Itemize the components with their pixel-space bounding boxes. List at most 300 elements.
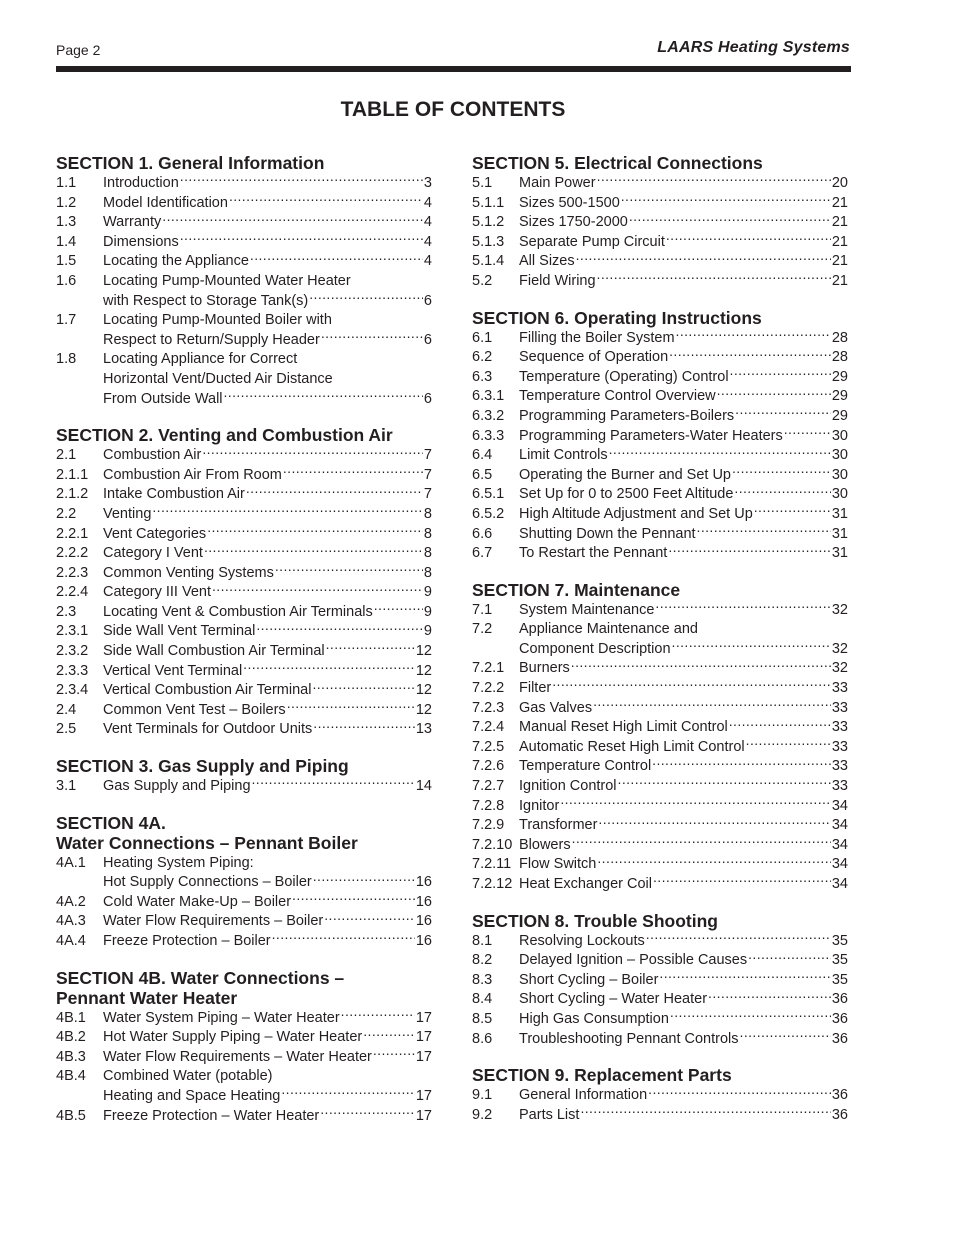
entry-title-line — [519, 757, 848, 777]
dot-leader — [256, 623, 423, 635]
entry-title: Separate Pump Circuit — [519, 233, 665, 250]
entry-body — [519, 466, 848, 486]
toc-entry[interactable] — [472, 659, 848, 679]
toc-entry[interactable] — [472, 174, 848, 194]
dot-leader — [734, 486, 830, 498]
entry-body — [103, 525, 432, 545]
entry-number: 5.1.2 — [472, 214, 505, 231]
toc-entry[interactable] — [472, 738, 848, 758]
entry-title-line — [519, 932, 848, 952]
toc-entry[interactable] — [56, 1028, 432, 1048]
entry-title: Temperature Control — [519, 758, 652, 775]
entry-title: Sequence of Operation — [519, 349, 669, 366]
toc-entry[interactable] — [472, 544, 848, 564]
entry-page-number: 33 — [831, 738, 848, 755]
dot-leader — [243, 663, 415, 675]
entry-number: 2.2 — [56, 505, 77, 522]
toc-entry[interactable] — [56, 505, 432, 525]
entry-title: Locating Vent & Combustion Air Terminals — [103, 603, 373, 620]
entry-title-line — [519, 348, 848, 368]
dot-leader — [609, 447, 831, 459]
entry-number: 6.1 — [472, 329, 493, 346]
entry-page-number: 17 — [415, 1107, 432, 1124]
entry-number: 4B.1 — [56, 1009, 86, 1026]
toc-entry[interactable] — [56, 642, 432, 662]
entry-title-line — [519, 505, 848, 525]
dot-leader — [593, 700, 831, 712]
entry-number: 8.1 — [472, 932, 493, 949]
toc-section — [472, 910, 848, 1050]
toc-entry[interactable] — [56, 213, 432, 233]
toc-entry[interactable] — [472, 990, 848, 1010]
entry-title: Gas Valves — [519, 699, 593, 716]
dot-leader — [324, 913, 415, 925]
entry-number: 1.4 — [56, 233, 77, 250]
entry-title: Heat Exchanger Coil — [519, 876, 652, 892]
entry-title: Sizes 500-1500 — [519, 194, 620, 211]
entry-page-number: 34 — [831, 797, 848, 814]
dot-leader — [272, 933, 415, 945]
dot-leader — [708, 991, 831, 1003]
toc-entry[interactable] — [472, 329, 848, 349]
entry-title-line — [103, 252, 432, 272]
dot-leader — [580, 1107, 830, 1119]
entry-body — [519, 777, 848, 797]
toc-entry[interactable] — [56, 1009, 432, 1029]
toc-entry[interactable] — [56, 1107, 432, 1127]
toc-entry[interactable] — [472, 777, 848, 797]
entry-body — [519, 194, 848, 214]
entry-body — [103, 446, 432, 466]
entry-page-number: 35 — [831, 971, 848, 988]
toc-entry[interactable] — [472, 525, 848, 545]
entry-body — [519, 446, 848, 466]
entry-title-line — [519, 368, 848, 388]
entry-page-number: 6 — [423, 390, 432, 407]
entry-body — [519, 875, 848, 895]
toc-entry[interactable] — [56, 603, 432, 623]
entry-body — [519, 1010, 848, 1030]
entry-page-number: 16 — [415, 913, 432, 930]
entry-body — [103, 194, 432, 214]
entry-number: 1.2 — [56, 194, 77, 211]
entry-page-number: 7 — [423, 466, 432, 483]
entry-page-number: 32 — [831, 640, 848, 657]
entry-number: 7.2.8 — [472, 797, 505, 814]
entry-page-number: 21 — [831, 253, 848, 270]
entry-title-line — [103, 912, 432, 932]
entry-page-number: 36 — [831, 991, 848, 1008]
entry-page-number: 31 — [831, 545, 848, 562]
entry-number: 4A.3 — [56, 913, 86, 930]
entry-title-line — [519, 1106, 848, 1126]
entry-title: Category I Vent — [103, 545, 203, 562]
section-heading-line: Pennant Water Heater — [56, 987, 238, 1008]
entry-title-line — [103, 681, 432, 701]
toc-entry[interactable] — [472, 699, 848, 719]
entry-body — [103, 1048, 432, 1068]
entry-body — [103, 1067, 432, 1106]
toc-entry[interactable] — [56, 932, 432, 952]
toc-entry[interactable] — [472, 427, 848, 447]
entry-title-line — [519, 951, 848, 971]
entry-title-line — [519, 427, 848, 447]
entry-body — [103, 932, 432, 952]
entry-page-number: 21 — [831, 272, 848, 289]
toc-entry[interactable] — [472, 1106, 848, 1126]
toc-entry[interactable] — [472, 233, 848, 253]
dot-leader — [321, 332, 423, 344]
entry-title: Venting — [103, 505, 152, 522]
entry-title: Transformer — [519, 817, 598, 834]
entry-body — [103, 272, 432, 311]
entry-body — [103, 233, 432, 253]
toc-entry[interactable] — [472, 213, 848, 233]
entry-page-number: 12 — [415, 701, 432, 718]
dot-leader — [697, 526, 831, 538]
entry-body — [519, 272, 848, 292]
toc-entry[interactable] — [56, 446, 432, 466]
toc-entry[interactable] — [472, 971, 848, 991]
page-title: TABLE OF CONTENTS — [340, 98, 566, 121]
entry-body — [103, 583, 432, 603]
entry-number: 7.2.11 — [472, 856, 512, 873]
entry-title: Resolving Lockouts — [519, 932, 645, 949]
toc-entry[interactable] — [56, 893, 432, 913]
entry-title: Set Up for 0 to 2500 Feet Altitude — [519, 486, 734, 503]
entry-body — [103, 505, 432, 525]
entry-body — [519, 252, 848, 272]
toc-entry[interactable] — [472, 816, 848, 836]
toc-entry[interactable] — [472, 1086, 848, 1106]
entry-body — [519, 718, 848, 738]
toc-entry[interactable] — [472, 252, 848, 272]
entry-title-line — [103, 1048, 432, 1068]
toc-entry[interactable] — [56, 194, 432, 214]
entry-title: Locating the Appliance — [103, 253, 249, 270]
entry-title: Introduction — [103, 175, 179, 191]
entry-title-line — [519, 525, 848, 545]
entry-number: 2.2.1 — [56, 525, 89, 542]
toc-entry[interactable] — [472, 485, 848, 505]
entry-page-number: 36 — [831, 1010, 848, 1027]
toc-entry[interactable] — [472, 620, 848, 659]
toc-entry[interactable] — [472, 194, 848, 214]
entry-title: Horizontal Vent/Ducted Air Distance — [103, 370, 333, 387]
page-number: Page 2 — [56, 42, 101, 58]
entry-body — [103, 466, 432, 486]
entry-number: 7.1 — [472, 601, 493, 618]
entry-title-line — [103, 893, 432, 913]
dot-leader — [659, 972, 830, 984]
toc-entry[interactable] — [472, 679, 848, 699]
toc-entry[interactable] — [472, 757, 848, 777]
entry-number: 2.4 — [56, 701, 77, 718]
entry-body — [519, 213, 848, 233]
entry-title: Burners — [519, 660, 570, 677]
entry-body — [103, 311, 432, 350]
toc-entry[interactable] — [56, 1048, 432, 1068]
toc-entry[interactable] — [56, 720, 432, 740]
entry-number: 2.2.2 — [56, 545, 89, 562]
entry-page-number: 34 — [831, 856, 848, 873]
toc-entry[interactable] — [472, 1010, 848, 1030]
dot-leader — [374, 604, 423, 616]
dot-leader — [560, 798, 831, 810]
dot-leader — [672, 641, 831, 653]
toc-entry[interactable] — [56, 350, 432, 409]
entry-body — [519, 329, 848, 349]
entry-title: Programming Parameters-Water Heaters — [519, 427, 783, 444]
entry-title: Short Cycling – Water Heater — [519, 991, 708, 1008]
dot-leader — [676, 330, 831, 342]
toc-entry[interactable] — [472, 836, 848, 856]
dot-leader — [180, 175, 423, 187]
entry-body — [519, 427, 848, 447]
entry-title-line — [519, 233, 848, 253]
entry-body — [103, 485, 432, 505]
toc-column-left — [56, 152, 432, 1141]
entry-page-number: 8 — [423, 564, 432, 581]
dot-leader — [224, 391, 423, 403]
entry-body — [103, 893, 432, 913]
entry-title-line — [103, 583, 432, 603]
dot-leader — [313, 721, 415, 733]
toc-entry[interactable] — [472, 387, 848, 407]
toc-entry[interactable] — [56, 912, 432, 932]
toc-entry[interactable] — [56, 564, 432, 584]
entry-title: Freeze Protection – Boiler — [103, 933, 271, 949]
toc-entry[interactable] — [472, 348, 848, 368]
entry-page-number: 16 — [415, 933, 432, 949]
entry-body — [103, 544, 432, 564]
entry-page-number: 32 — [831, 660, 848, 677]
entry-number: 6.3.3 — [472, 427, 505, 444]
entry-title: Vertical Vent Terminal — [103, 662, 243, 679]
toc-entry[interactable] — [56, 662, 432, 682]
entry-title: Intake Combustion Air — [103, 486, 245, 503]
toc-entry[interactable] — [472, 272, 848, 292]
entry-page-number: 4 — [423, 194, 432, 211]
entry-body — [519, 233, 848, 253]
toc-entry[interactable] — [56, 544, 432, 564]
entry-title: To Restart the Pennant — [519, 545, 668, 562]
entry-body — [519, 485, 848, 505]
entry-page-number: 29 — [831, 407, 848, 424]
entry-title: Filter — [519, 680, 552, 697]
toc-entry[interactable] — [472, 718, 848, 738]
entry-title: Blowers — [519, 836, 571, 853]
entry-body — [519, 525, 848, 545]
entry-title: Vertical Combustion Air Terminal — [103, 682, 312, 699]
toc-entry[interactable] — [472, 446, 848, 466]
entry-title: Side Wall Vent Terminal — [103, 623, 256, 640]
toc-entry[interactable] — [56, 233, 432, 253]
toc-entry[interactable] — [56, 622, 432, 642]
entry-number: 5.1.1 — [472, 194, 505, 211]
toc-entry[interactable] — [56, 252, 432, 272]
dot-leader — [648, 1087, 831, 1099]
dot-leader — [363, 1029, 415, 1041]
toc-entry[interactable] — [56, 701, 432, 721]
entry-title-line — [519, 544, 848, 564]
entry-number: 7.2.6 — [472, 758, 505, 775]
toc-entry[interactable] — [56, 272, 432, 311]
toc-entry[interactable] — [56, 777, 432, 797]
dot-leader — [652, 758, 831, 770]
dot-leader — [162, 214, 423, 226]
entry-title-line — [519, 213, 848, 233]
entry-number: 1.6 — [56, 272, 77, 289]
entry-number: 6.5.1 — [472, 486, 505, 503]
entry-page-number: 33 — [831, 680, 848, 697]
entry-number: 1.7 — [56, 312, 77, 329]
entry-title-line — [519, 797, 848, 817]
toc-entry[interactable] — [472, 797, 848, 817]
section-heading — [472, 910, 848, 932]
entry-title: Combustion Air — [103, 447, 202, 464]
entry-title: Vent Terminals for Outdoor Units — [103, 721, 313, 738]
section-heading-line: SECTION 3. Gas Supply and Piping — [56, 756, 349, 777]
dot-leader — [309, 293, 423, 305]
dot-leader — [669, 349, 831, 361]
toc-entry[interactable] — [472, 875, 848, 895]
dot-leader — [312, 682, 414, 694]
toc-entry[interactable] — [472, 932, 848, 952]
dot-leader — [292, 894, 415, 906]
entry-number: 1.8 — [56, 351, 77, 368]
toc-entry[interactable] — [56, 1067, 432, 1106]
dot-leader — [313, 874, 415, 886]
entry-title: Troubleshooting Pennant Controls — [519, 1030, 739, 1047]
entry-title-line — [519, 816, 848, 836]
toc-entry[interactable] — [472, 466, 848, 486]
entry-body — [519, 544, 848, 564]
entry-number: 2.3.4 — [56, 682, 89, 699]
entry-number: 1.3 — [56, 214, 77, 231]
entry-title: Locating Pump-Mounted Boiler with — [103, 312, 332, 329]
entry-body — [519, 387, 848, 407]
dot-leader — [754, 506, 831, 518]
entry-body — [103, 662, 432, 682]
entry-title-line — [519, 875, 848, 895]
entry-body — [103, 681, 432, 701]
toc-entry[interactable] — [56, 681, 432, 701]
entry-number: 7.2.1 — [472, 660, 505, 677]
toc-entry[interactable] — [56, 311, 432, 350]
entry-title: Manual Reset High Limit Control — [519, 719, 728, 736]
toc-entry[interactable] — [472, 505, 848, 525]
toc-entry[interactable] — [56, 583, 432, 603]
toc-entry[interactable] — [472, 407, 848, 427]
entry-body — [519, 407, 848, 427]
entry-title-line — [519, 1030, 848, 1050]
entry-number: 1.5 — [56, 253, 77, 270]
toc-section — [56, 812, 432, 952]
entry-number: 8.3 — [472, 971, 493, 988]
entry-title-line — [103, 662, 432, 682]
entry-body — [519, 699, 848, 719]
entry-body — [519, 932, 848, 952]
entry-body — [519, 1030, 848, 1050]
entry-number: 5.1 — [472, 175, 493, 191]
entry-title: Gas Supply and Piping — [103, 778, 251, 795]
entry-title: Temperature Control Overview — [519, 388, 716, 405]
toc-entry[interactable] — [56, 174, 432, 194]
section-heading — [472, 1064, 848, 1086]
entry-number: 7.2.5 — [472, 738, 505, 755]
dot-leader — [250, 253, 423, 265]
toc-section — [472, 152, 848, 292]
entry-page-number: 28 — [831, 329, 848, 346]
dot-leader — [717, 388, 831, 400]
entry-title-line — [103, 873, 432, 893]
toc-entry[interactable] — [472, 601, 848, 621]
entry-body — [519, 505, 848, 525]
entry-page-number: 35 — [831, 952, 848, 969]
dot-leader — [202, 447, 423, 459]
entry-body — [103, 1028, 432, 1048]
toc-entry[interactable] — [56, 485, 432, 505]
entry-title-line — [103, 505, 432, 525]
entry-title-line — [519, 855, 848, 875]
dot-leader — [283, 467, 423, 479]
toc-entry[interactable] — [472, 368, 848, 388]
entry-number: 4B.2 — [56, 1029, 86, 1046]
entry-number: 2.3 — [56, 603, 77, 620]
toc-entry[interactable] — [56, 854, 432, 893]
section-heading — [56, 424, 432, 446]
toc-entry[interactable] — [56, 525, 432, 545]
section-heading-line: SECTION 7. Maintenance — [472, 579, 681, 600]
entry-number: 2.1 — [56, 447, 77, 464]
entry-number: 5.2 — [472, 272, 493, 289]
entry-number: 7.2.10 — [472, 836, 513, 853]
entry-page-number: 20 — [831, 175, 848, 191]
toc-entry[interactable] — [472, 855, 848, 875]
entry-title-line — [103, 194, 432, 214]
dot-leader — [735, 408, 831, 420]
entry-title: Dimensions — [103, 233, 179, 250]
entry-title: High Gas Consumption — [519, 1010, 669, 1027]
toc-entry[interactable] — [472, 951, 848, 971]
section-heading-line: SECTION 9. Replacement Parts — [472, 1065, 732, 1086]
dot-leader — [229, 195, 423, 207]
entry-page-number: 17 — [415, 1029, 432, 1046]
entry-title-line — [103, 446, 432, 466]
entry-body — [519, 174, 848, 194]
dot-leader — [746, 739, 831, 751]
dot-leader — [320, 1108, 415, 1120]
dot-leader — [732, 467, 831, 479]
entry-title: Model Identification — [103, 194, 228, 211]
entry-number: 6.3.1 — [472, 388, 505, 405]
dot-leader — [618, 778, 831, 790]
entry-page-number: 17 — [415, 1048, 432, 1065]
entry-title: Category III Vent — [103, 584, 212, 601]
entry-body — [103, 213, 432, 233]
toc-entry[interactable] — [472, 1030, 848, 1050]
entry-title: Delayed Ignition – Possible Causes — [519, 952, 748, 969]
toc-entry[interactable] — [56, 466, 432, 486]
entry-number: 6.2 — [472, 349, 493, 366]
entry-body — [519, 836, 848, 856]
entry-title-line — [103, 213, 432, 233]
dot-leader — [275, 565, 423, 577]
entry-body — [103, 777, 432, 797]
section-heading-line: SECTION 1. General Information — [56, 153, 325, 173]
entry-title: Filling the Boiler System — [519, 329, 675, 346]
